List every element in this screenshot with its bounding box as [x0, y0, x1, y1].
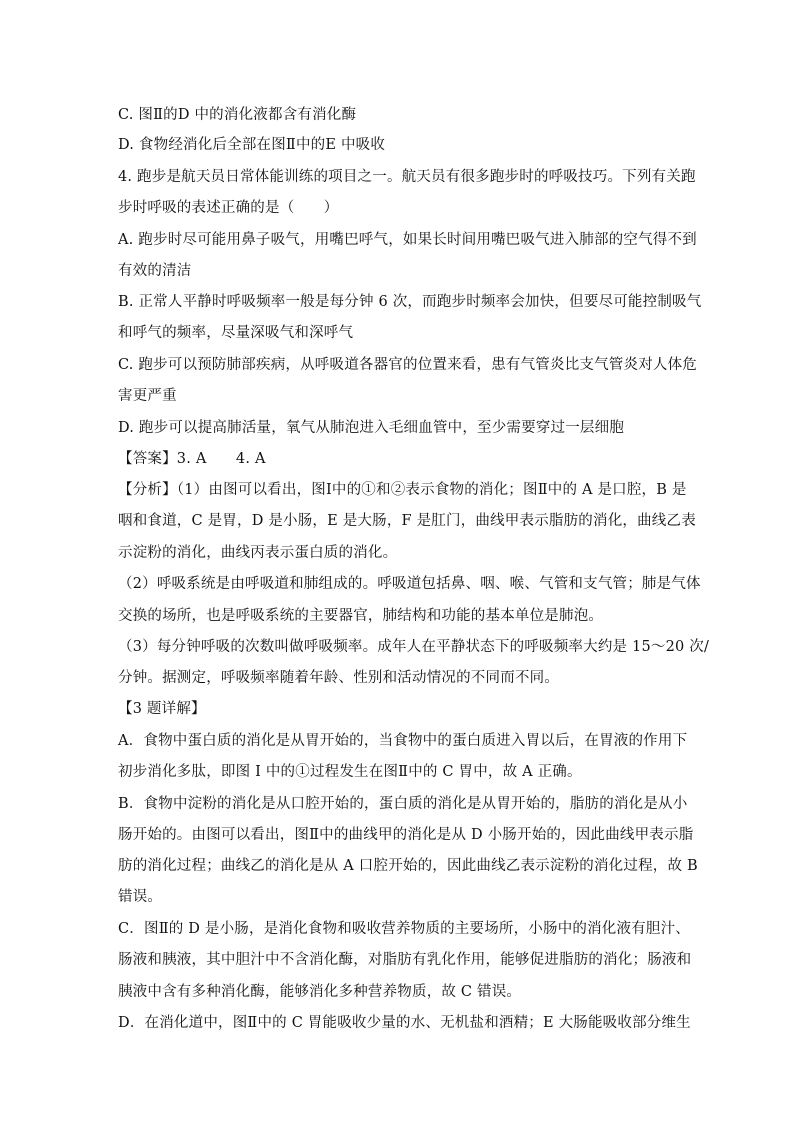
option-c-q4-line-2: 害更严重 [118, 388, 177, 404]
option-d-q3: D. 食物经消化后全部在图Ⅱ中的E 中吸收 [118, 137, 386, 153]
option-a-q4-line-2: 有效的清洁 [118, 263, 192, 279]
option-b-q4-line-1: B. 正常人平静时呼吸频率一般是每分钟 6 次，而跑步时频率会加快，但要尽可能控制吸气 [118, 294, 702, 310]
question-4-stem-line-2: 步时呼吸的表述正确的是（ ） [118, 200, 339, 216]
option-d-q4: D. 跑步可以提高肺活量，氧气从肺泡进入毛细血管中，至少需要穿过一层细胞 [118, 420, 625, 436]
detail-a-line-2: 初步消化多肽，即图 I 中的①过程发生在图Ⅱ中的 C 胃中，故 A 正确。 [118, 764, 582, 780]
detail-heading-q3: 【3 题详解】 [118, 701, 206, 717]
detail-c-line-2: 肠液和胰液，其中胆汁中不含消化酶，对脂肪有乳化作用，能够促进脂肪的消化；肠液和 [118, 952, 692, 968]
detail-b-line-1: B．食物中淀粉的消化是从口腔开始的，蛋白质的消化是从胃开始的，脂肪的消化是从小 [118, 796, 688, 812]
option-a-q4-line-1: A. 跑步时尽可能用鼻子吸气，用嘴巴呼气，如果长时间用嘴巴吸气进入肺部的空气得不到 [118, 232, 697, 248]
analysis-line-2: 咽和食道，C 是胃，D 是小肠，E 是大肠，F 是肛门，曲线甲表示脂肪的消化，曲线乙表 [118, 513, 696, 529]
detail-b-line-3: 肪的消化过程；曲线乙的消化是从 A 口腔开始的，因此曲线乙表示淀粉的消化过程，故 B [118, 858, 698, 874]
answer-line: 【答案】3. A 4. A [118, 451, 266, 467]
analysis-line-1: 【分析】（1）由图可以看出，图Ⅰ中的①和②表示食物的消化；图Ⅱ中的 A 是口腔，B 是 [118, 482, 687, 498]
detail-d-line-1: D．在消化道中，图Ⅱ中的 C 胃能吸收少量的水、无机盐和酒精；E 大肠能吸收部分维生 [118, 1015, 691, 1031]
analysis-point-2-line-2: 交换的场所，也是呼吸系统的主要器官，肺结构和功能的基本单位是肺泡。 [118, 608, 604, 624]
analysis-point-2-line-1: （2）呼吸系统是由呼吸道和肺组成的。呼吸道包括鼻、咽、喉、气管和支气管；肺是气体 [118, 576, 701, 592]
option-c-q4-line-1: C. 跑步可以预防肺部疾病，从呼吸道各器官的位置来看，患有气管炎比支气管炎对人体危 [118, 357, 697, 373]
analysis-line-3: 示淀粉的消化，曲线丙表示蛋白质的消化。 [118, 545, 398, 561]
option-c-q3: C. 图Ⅱ的D 中的消化液都含有消化酶 [118, 107, 357, 123]
analysis-point-3-line-1: （3）每分钟呼吸的次数叫做呼吸频率。成年人在平静状态下的呼吸频率大约是 15～20 次/ [118, 639, 710, 655]
detail-b-line-4: 错误。 [118, 889, 163, 905]
detail-b-line-2: 肠开始的。由图可以看出，图Ⅱ中的曲线甲的消化是从 D 小肠开始的，因此曲线甲表示脂 [118, 827, 694, 843]
detail-c-line-3: 胰液中含有多种消化酶，能够消化多种营养物质，故 C 错误。 [118, 984, 522, 1000]
question-4-stem-line-1: 4. 跑步是航天员日常体能训练的项目之一。航天员有很多跑步时的呼吸技巧。下列有关跑 [118, 169, 696, 185]
detail-a-line-1: A．食物中蛋白质的消化是从胃开始的，当食物中的蛋白质进入胃以后，在胃液的作用下 [118, 733, 688, 749]
option-b-q4-line-2: 和呼气的频率，尽量深吸气和深呼气 [118, 325, 354, 341]
detail-c-line-1: C．图Ⅱ的 D 是小肠，是消化食物和吸收营养物质的主要场所，小肠中的消化液有胆汁、 [118, 921, 690, 937]
analysis-point-3-line-2: 分钟。据测定，呼吸频率随着年龄、性别和活动情况的不同而不同。 [118, 670, 559, 686]
